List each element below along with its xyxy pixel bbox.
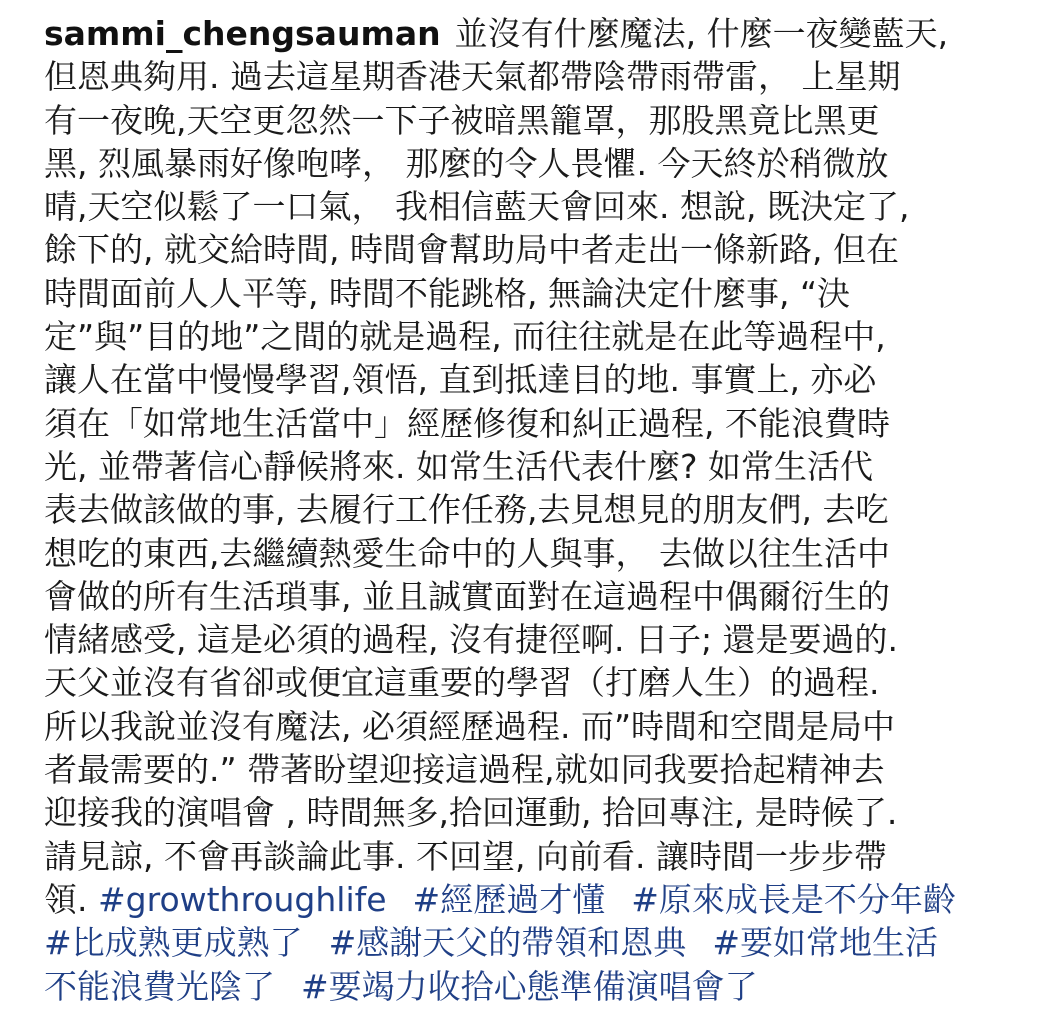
caption-line: 所以我說並沒有魔法, 必須經歷過程. 而”時間和空間是局中 (44, 706, 896, 746)
caption-line (44, 878, 1034, 921)
caption-text: 並沒有什麼魔法, 什麼一夜變藍天, (454, 14, 949, 53)
hashtag-link[interactable]: #比成熟更成熟了 (44, 923, 303, 963)
caption-line: 天父並沒有省卻或便宜這重要的學習（打磨人生）的過程. (44, 663, 880, 703)
caption-line: 讓人在當中慢慢學習,領悟, 直到抵達目的地. 事實上, 亦必 (44, 360, 877, 400)
caption-line: 時間面前人人平等, 時間不能跳格, 無論決定什麼事, “決 (44, 273, 851, 313)
caption-line (44, 12, 1034, 55)
caption-line: 表去做該做的事, 去履行工作任務,去見想見的朋友們, 去吃 (44, 490, 889, 530)
caption-line: 想吃的東西,去繼續熱愛生命中的人與事， 去做以往生活中 (44, 533, 890, 573)
hashtag-link[interactable]: #growthroughlife (98, 879, 387, 919)
caption-text: 領. (44, 879, 88, 919)
hashtag-link[interactable]: #要竭力收拾心態準備演唱會了 (301, 966, 758, 1006)
hashtag-line (44, 921, 1034, 964)
caption-line: 請見諒, 不會再談論此事. 不回望, 向前看. 讓時間一步步帶 (44, 836, 887, 876)
caption-line: 黑, 烈風暴雨好像咆哮， 那麼的令人畏懼. 今天終於稍微放 (44, 143, 889, 183)
caption-line: 晴,天空似鬆了一口氣， 我相信藍天會回來. 想說, 既決定了, (44, 187, 910, 227)
caption-line: 者最需要的.” 帶著盼望迎接這過程,就如同我要拾起精神去 (44, 750, 885, 790)
hashtag-link[interactable]: #要如常地生活 (712, 923, 938, 963)
caption-line: 定”與”目的地”之間的就是過程, 而往往就是在此等過程中, (44, 317, 886, 357)
hashtag-link[interactable]: #原來成長是不分年齡 (631, 879, 956, 919)
caption-line: 會做的所有生活瑣事, 並且誠實面對在這過程中偶爾衍生的 (44, 576, 890, 616)
username-link[interactable]: sammi_chengsauman (44, 14, 441, 53)
caption-line: 有一夜晚,天空更忽然一下子被暗黑籠罩，那股黑竟比黑更 (44, 100, 880, 140)
post-caption (44, 12, 1034, 1008)
caption-line: 餘下的, 就交給時間, 時間會幫助局中者走出一條新路, 但在 (44, 230, 899, 270)
caption-line: 但恩典夠用. 過去這星期香港天氣都帶陰帶雨帶雷， 上星期 (44, 57, 901, 97)
caption-line: 光, 並帶著信心靜候將來. 如常生活代表什麼? 如常生活代 (44, 446, 873, 486)
caption-line: 迎接我的演唱會 , 時間無多,拾回運動, 拾回專注, 是時候了. (44, 793, 898, 833)
caption-line: 情緒感受, 這是必須的過程, 沒有捷徑啊. 日子; 還是要過的. (44, 620, 899, 660)
hashtag-link[interactable]: #經歷過才懂 (412, 879, 606, 919)
hashtag-line (44, 965, 1034, 1008)
hashtag-link[interactable]: 不能浪費光陰了 (44, 966, 275, 1006)
hashtag-link[interactable]: #感謝天父的帶領和恩典 (328, 923, 687, 963)
caption-line: 須在「如常地生活當中」經歷修復和糾正過程, 不能浪費時 (44, 403, 890, 443)
